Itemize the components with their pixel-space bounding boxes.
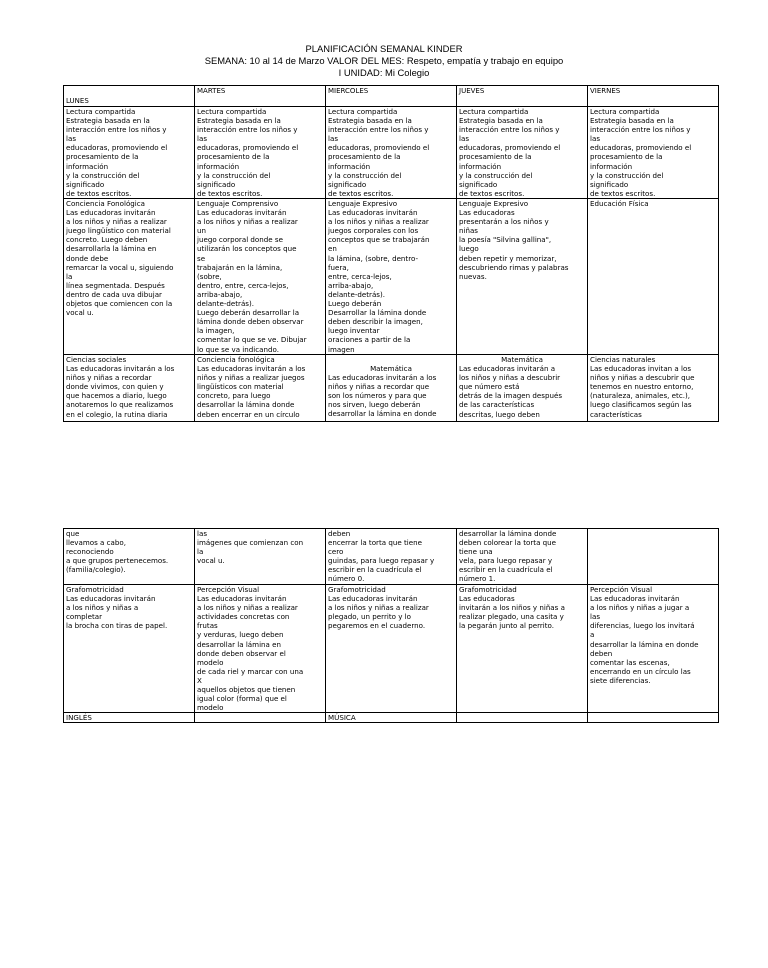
activity-title: Matemática [370,364,412,373]
activity-cell [195,529,326,585]
activity-description: Las educadoras invitarán a los niños y niñas a completar la brocha con tiras de papel. [66,594,168,631]
activity-title: Percepción Visual [197,585,260,594]
activity-title: Lenguaje Expresivo [328,199,398,208]
day-header-jueves [457,86,588,107]
activity-row [64,585,719,713]
activity-description: Las educadoras invitarán a los niños y niñas a realizar juegos lingüísticos con material concreto, para luego desarrollar la lámina donde deben encerrar en un círculo [197,364,306,419]
unit-line: I UNIDAD: Mi Colegio [338,67,430,78]
activity-title: Lenguaje Expresivo [459,199,529,208]
activity-cell [457,355,588,422]
activity-description: Las educadoras invitarán a los niños y niñas a realizar actividades concretas con frutas y verduras, luego deben desarrollar la lámina en donde deben observar el modelo de cada riel y marcar con una X aquellos objetos que tienen igual color (forma) que el modelo [197,594,304,713]
activity-title: Conciencia fonológica [197,355,275,364]
planning-table-top [63,85,719,422]
activity-description: Las educadoras invitarán a los niños y niñas a realizar juego lingüístico con material concreto. Luego deben desarrollarla la lámina en donde debe remarcar la vocal u, siguiendo la línea segmentada. Después dentro de cada uva dibujar objetos que comiencen con la vocal u. [66,208,174,318]
activity-description: Las educadoras presentarán a los niños y niñas la poesía "Silvina gallina", luego deben repetir y memorizar, descubriendo rimas y palabras nuevas. [459,208,569,281]
activity-cell [457,713,588,723]
day-header-viernes [588,86,719,107]
activity-cell [64,107,195,199]
activity-description: Estrategia basada en la interacción entre los niños y las educadoras, promoviendo el procesamiento de la información y la construcción del significado de textos escritos. [66,116,168,198]
activity-description: Las educadoras invitarán a los niños y niñas a descubrir que número está detrás de la imagen después de las características descritas, luego deben [459,364,563,419]
activity-title: Conciencia Fonológica [66,199,146,208]
document-header [0,43,768,79]
activity-row [64,107,719,199]
activity-description: que llevamos a cabo, reconociendo a que grupos pertenecemos. (familia/colegio). [66,529,169,575]
activity-cell [326,355,457,422]
activity-cell [64,529,195,585]
activity-title: Ciencias sociales [66,355,127,364]
activity-cell [326,199,457,355]
activity-row [64,355,719,422]
activity-description: Las educadoras invitarán a los niños y niñas a recordar que son los números y para que nos sirven, luego deberán desarrollar la lámina en donde [328,373,437,419]
activity-cell [588,529,719,585]
week-line: SEMANA: 10 al 14 de Marzo VALOR DEL MES: Respeto, empatía y trabajo en equipo [204,55,564,66]
plan-title: PLANIFICACIÓN SEMANAL KINDER [305,43,463,54]
activity-description: Las educadoras invitarán a los niños y niñas a jugar a las diferencias, luego los invitará a desarrollar la lámina en donde deben comentar las escenas, encerrando en un círculo las siete diferencias. [590,594,699,685]
activity-title: Lectura compartida [66,107,136,116]
day-header-miercoles [326,86,457,107]
activity-description: Las educadoras invitarán a los niños y niñas a realizar plegado, una casita y la pegarán junto al perrito. [459,594,565,631]
activity-row [64,199,719,355]
day-header-lunes [64,86,195,107]
activity-description: Estrategia basada en la interacción entre los niños y las educadoras, promoviendo el procesamiento de la información y la construcción del significado de textos escritos. [328,116,430,198]
activity-cell [326,713,457,723]
activity-cell [326,585,457,713]
activity-description: Las educadoras invitarán a los niños y niñas a realizar juegos corporales con los conceptos que se trabajarán en la lámina, (sobre, dentro- fuera, entre, cerca-lejos, arriba-abajo, delante-detrás). Luego deberán Desarrollar la lámina donde deben describir la imagen, luego inventar oraciones a partir de la imagen [328,208,430,354]
activity-cell [326,107,457,199]
activity-description: Las educadoras invitarán a los niños y niñas a realizar plegado, un perrito y lo pegaremos en el cuaderno. [328,594,429,631]
activity-title: Grafomotricidad [328,585,386,594]
activity-cell [64,713,195,723]
activity-title: MÚSICA [328,713,356,723]
activity-cell [195,713,326,723]
activity-description: Las educadoras invitarán a los niños y niñas a recordar donde vivimos, con quien y que hacemos a diario, luego anotaremos lo que realizamos en el colegio, la rutina diaria [66,364,175,419]
activity-cell [64,585,195,713]
activity-title: Grafomotricidad [66,585,124,594]
activity-cell [195,199,326,355]
activity-description: Estrategia basada en la interacción entre los niños y las educadoras, promoviendo el procesamiento de la información y la construcción del significado de textos escritos. [459,116,561,198]
activity-cell [457,529,588,585]
activity-cell [588,713,719,723]
day-label: MIERCOLES [328,87,369,95]
activity-cell [588,585,719,713]
activity-description: Las educadoras invitarán a los niños y niñas a realizar un juego corporal donde se utilizarán los conceptos que se trabajarán en la lámina, (sobre, dentro, entre, cerca-lejos, arriba-abajo, delante-detrás). Luego deberán desarrollar la lámina donde deben observar la imagen, comentar lo que se ve. Dibujar lo que se va indicando. [197,208,307,354]
day-header-row [64,86,719,107]
activity-cell [64,355,195,422]
activity-description: Las educadoras invitan a los niños y niñas a descubrir que tenemos en nuestro entorno, (naturaleza, animales, etc.), luego clasificamos según las características [590,364,695,419]
activity-cell [195,107,326,199]
activity-title: INGLÉS [66,713,92,723]
activity-title: Lectura compartida [197,107,267,116]
activity-description: Estrategia basada en la interacción entre los niños y las educadoras, promoviendo el procesamiento de la información y la construcción del significado de textos escritos. [590,116,692,198]
activity-cell [195,585,326,713]
activity-title: Lectura compartida [590,107,660,116]
day-label: JUEVES [459,87,485,95]
day-header-martes [195,86,326,107]
activity-description: desarrollar la lámina donde deben colorear la torta que tiene una vela, para luego repasar y escribir en la cuadrícula el número 1. [459,529,557,584]
day-label: MARTES [197,87,226,95]
activity-title: Grafomotricidad [459,585,517,594]
day-label: LUNES [66,96,89,105]
activity-description: las imágenes que comienzan con la vocal u. [197,529,304,566]
activity-title: Lectura compartida [328,107,398,116]
activity-description: Estrategia basada en la interacción entre los niños y las educadoras, promoviendo el procesamiento de la información y la construcción del significado de textos escritos. [197,116,299,198]
activity-cell [588,107,719,199]
activity-title: Educación Física [590,199,649,208]
activity-cell [457,199,588,355]
activity-cell [588,199,719,355]
activity-title: Lectura compartida [459,107,529,116]
activity-cell [64,199,195,355]
activity-title: Ciencias naturales [590,355,656,364]
day-label: VIERNES [590,87,621,95]
activity-title: Matemática [501,355,543,364]
activity-title: Lenguaje Comprensivo [197,199,279,208]
activity-cell [326,529,457,585]
planning-table-continued [63,528,719,723]
activity-description: deben encerrar la torta que tiene cero guindas, para luego repasar y escribir en la cuadrícula el número 0. [328,529,435,584]
activity-cell [195,355,326,422]
activity-row [64,713,719,723]
activity-row [64,529,719,585]
activity-cell [457,585,588,713]
activity-cell [457,107,588,199]
activity-title: Percepción Visual [590,585,653,594]
activity-cell [588,355,719,422]
